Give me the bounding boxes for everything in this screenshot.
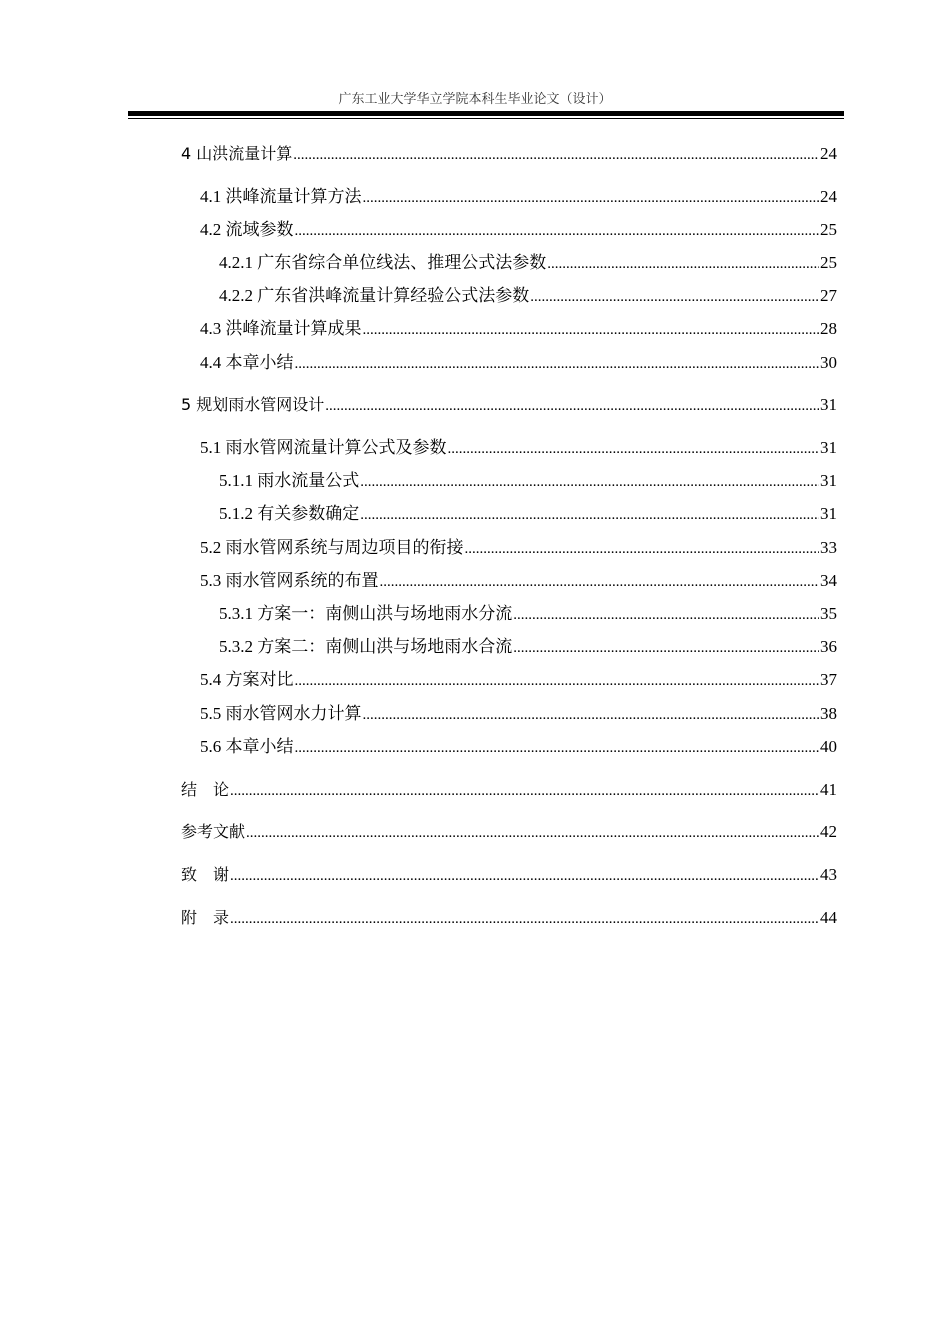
toc-entry-label: 4.3 洪峰流量计算成果 xyxy=(200,319,362,338)
toc-entry-label: 参考文献 xyxy=(181,822,246,841)
toc-page-number: 41 xyxy=(820,780,837,799)
toc-entry-label: 5 规划雨水管网设计 xyxy=(181,395,325,414)
toc-dot-leader xyxy=(465,536,820,561)
toc-page-number: 34 xyxy=(820,571,837,590)
toc-dot-leader xyxy=(360,502,819,527)
toc-entry-label: 4.4 本章小结 xyxy=(200,353,294,372)
toc-entry-5-1-2[interactable] xyxy=(219,502,837,526)
toc-dot-leader xyxy=(530,284,819,309)
toc-page-number: 37 xyxy=(820,670,837,689)
toc-entry-label: 5.3.2 方案二：南侧山洪与场地雨水合流 xyxy=(219,637,513,656)
toc-entry-label: 4.2.2 广东省洪峰流量计算经验公式法参数 xyxy=(219,286,530,305)
toc-entry-5-4[interactable] xyxy=(200,668,837,692)
toc-dot-leader xyxy=(363,702,820,727)
toc-entry-label: 5.1 雨水管网流量计算公式及参数 xyxy=(200,438,447,457)
toc-page-number: 31 xyxy=(820,471,837,490)
toc-entry-5-1[interactable] xyxy=(200,436,837,460)
toc-dot-leader xyxy=(295,218,820,243)
toc-dot-leader xyxy=(295,668,820,693)
toc-dot-leader xyxy=(363,185,820,210)
toc-entry-5-3-2[interactable] xyxy=(219,635,837,659)
toc-page-number: 35 xyxy=(820,604,837,623)
toc-entry-4-1[interactable] xyxy=(200,185,837,209)
toc-entry-label: 4.2.1 广东省综合单位线法、推理公式法参数 xyxy=(219,253,547,272)
toc-page-number: 25 xyxy=(820,220,837,239)
toc-page-number: 25 xyxy=(820,253,837,272)
toc-dot-leader xyxy=(295,351,820,376)
toc-entry-5-6[interactable] xyxy=(200,735,837,759)
toc-dot-leader xyxy=(547,251,819,276)
toc-page-number: 31 xyxy=(820,438,837,457)
toc-page-number: 43 xyxy=(820,865,837,884)
toc-entry-appendix[interactable] xyxy=(181,906,837,930)
toc-entry-label: 5.6 本章小结 xyxy=(200,737,294,756)
toc-dot-leader xyxy=(513,602,819,627)
toc-page-number: 33 xyxy=(820,538,837,557)
toc-page-number: 30 xyxy=(820,353,837,372)
toc-entry-4-2[interactable] xyxy=(200,218,837,242)
toc-dot-leader xyxy=(230,906,819,931)
toc-entry-label: 5.5 雨水管网水力计算 xyxy=(200,704,362,723)
toc-entry-acknowledgements[interactable] xyxy=(181,863,837,887)
toc-dot-leader xyxy=(325,393,819,418)
toc-entry-label: 结 论 xyxy=(181,780,230,799)
toc-entry-label: 5.1.1 雨水流量公式 xyxy=(219,471,360,490)
toc-page-number: 24 xyxy=(820,144,837,163)
toc-page-number: 38 xyxy=(820,704,837,723)
toc-entry-4-2-1[interactable] xyxy=(219,251,837,275)
toc-entry-label: 5.4 方案对比 xyxy=(200,670,294,689)
toc-dot-leader xyxy=(363,317,820,342)
toc-entry-5-5[interactable] xyxy=(200,702,837,726)
toc-entry-label: 5.1.2 有关参数确定 xyxy=(219,504,360,523)
toc-entry-4-2-2[interactable] xyxy=(219,284,837,308)
toc-page-number: 24 xyxy=(820,187,837,206)
page-header: 广东工业大学华立学院本科生毕业论文（设计） xyxy=(338,92,612,107)
toc-entry-label: 5.3 雨水管网系统的布置 xyxy=(200,571,379,590)
toc-page-number: 40 xyxy=(820,737,837,756)
toc-entry-5-3[interactable] xyxy=(200,569,837,593)
toc-entry-5-2[interactable] xyxy=(200,536,837,560)
toc-entry-references[interactable] xyxy=(181,820,837,844)
toc-page-number: 27 xyxy=(820,286,837,305)
toc-entry-label: 4.2 流域参数 xyxy=(200,220,294,239)
toc-entry-chapter-4[interactable] xyxy=(181,142,837,166)
toc-entry-label: 附 录 xyxy=(181,908,230,927)
toc-dot-leader xyxy=(513,635,819,660)
toc-entry-label: 4.1 洪峰流量计算方法 xyxy=(200,187,362,206)
toc-entry-5-3-1[interactable] xyxy=(219,602,837,626)
toc-entry-chapter-5[interactable] xyxy=(181,393,837,417)
toc-dot-leader xyxy=(295,735,820,760)
toc-page-number: 31 xyxy=(820,504,837,523)
toc-dot-leader xyxy=(360,469,819,494)
toc-entry-4-3[interactable] xyxy=(200,317,837,341)
toc-entry-label: 4 山洪流量计算 xyxy=(181,144,293,163)
toc-dot-leader xyxy=(230,778,819,803)
toc-entry-label: 5.2 雨水管网系统与周边项目的衔接 xyxy=(200,538,464,557)
toc-page-number: 44 xyxy=(820,908,837,927)
toc-dot-leader xyxy=(380,569,820,594)
toc-page-number: 36 xyxy=(820,637,837,656)
toc-entry-4-4[interactable] xyxy=(200,351,837,375)
toc-dot-leader xyxy=(246,820,819,845)
toc-entry-label: 5.3.1 方案一：南侧山洪与场地雨水分流 xyxy=(219,604,513,623)
toc-dot-leader xyxy=(293,142,819,167)
toc-page-number: 31 xyxy=(820,395,837,414)
toc-dot-leader xyxy=(448,436,820,461)
toc-entry-5-1-1[interactable] xyxy=(219,469,837,493)
toc-page-number: 28 xyxy=(820,319,837,338)
toc-entry-label: 致 谢 xyxy=(181,865,230,884)
toc-dot-leader xyxy=(230,863,819,888)
toc-page-number: 42 xyxy=(820,822,837,841)
toc-entry-conclusion[interactable] xyxy=(181,778,837,802)
